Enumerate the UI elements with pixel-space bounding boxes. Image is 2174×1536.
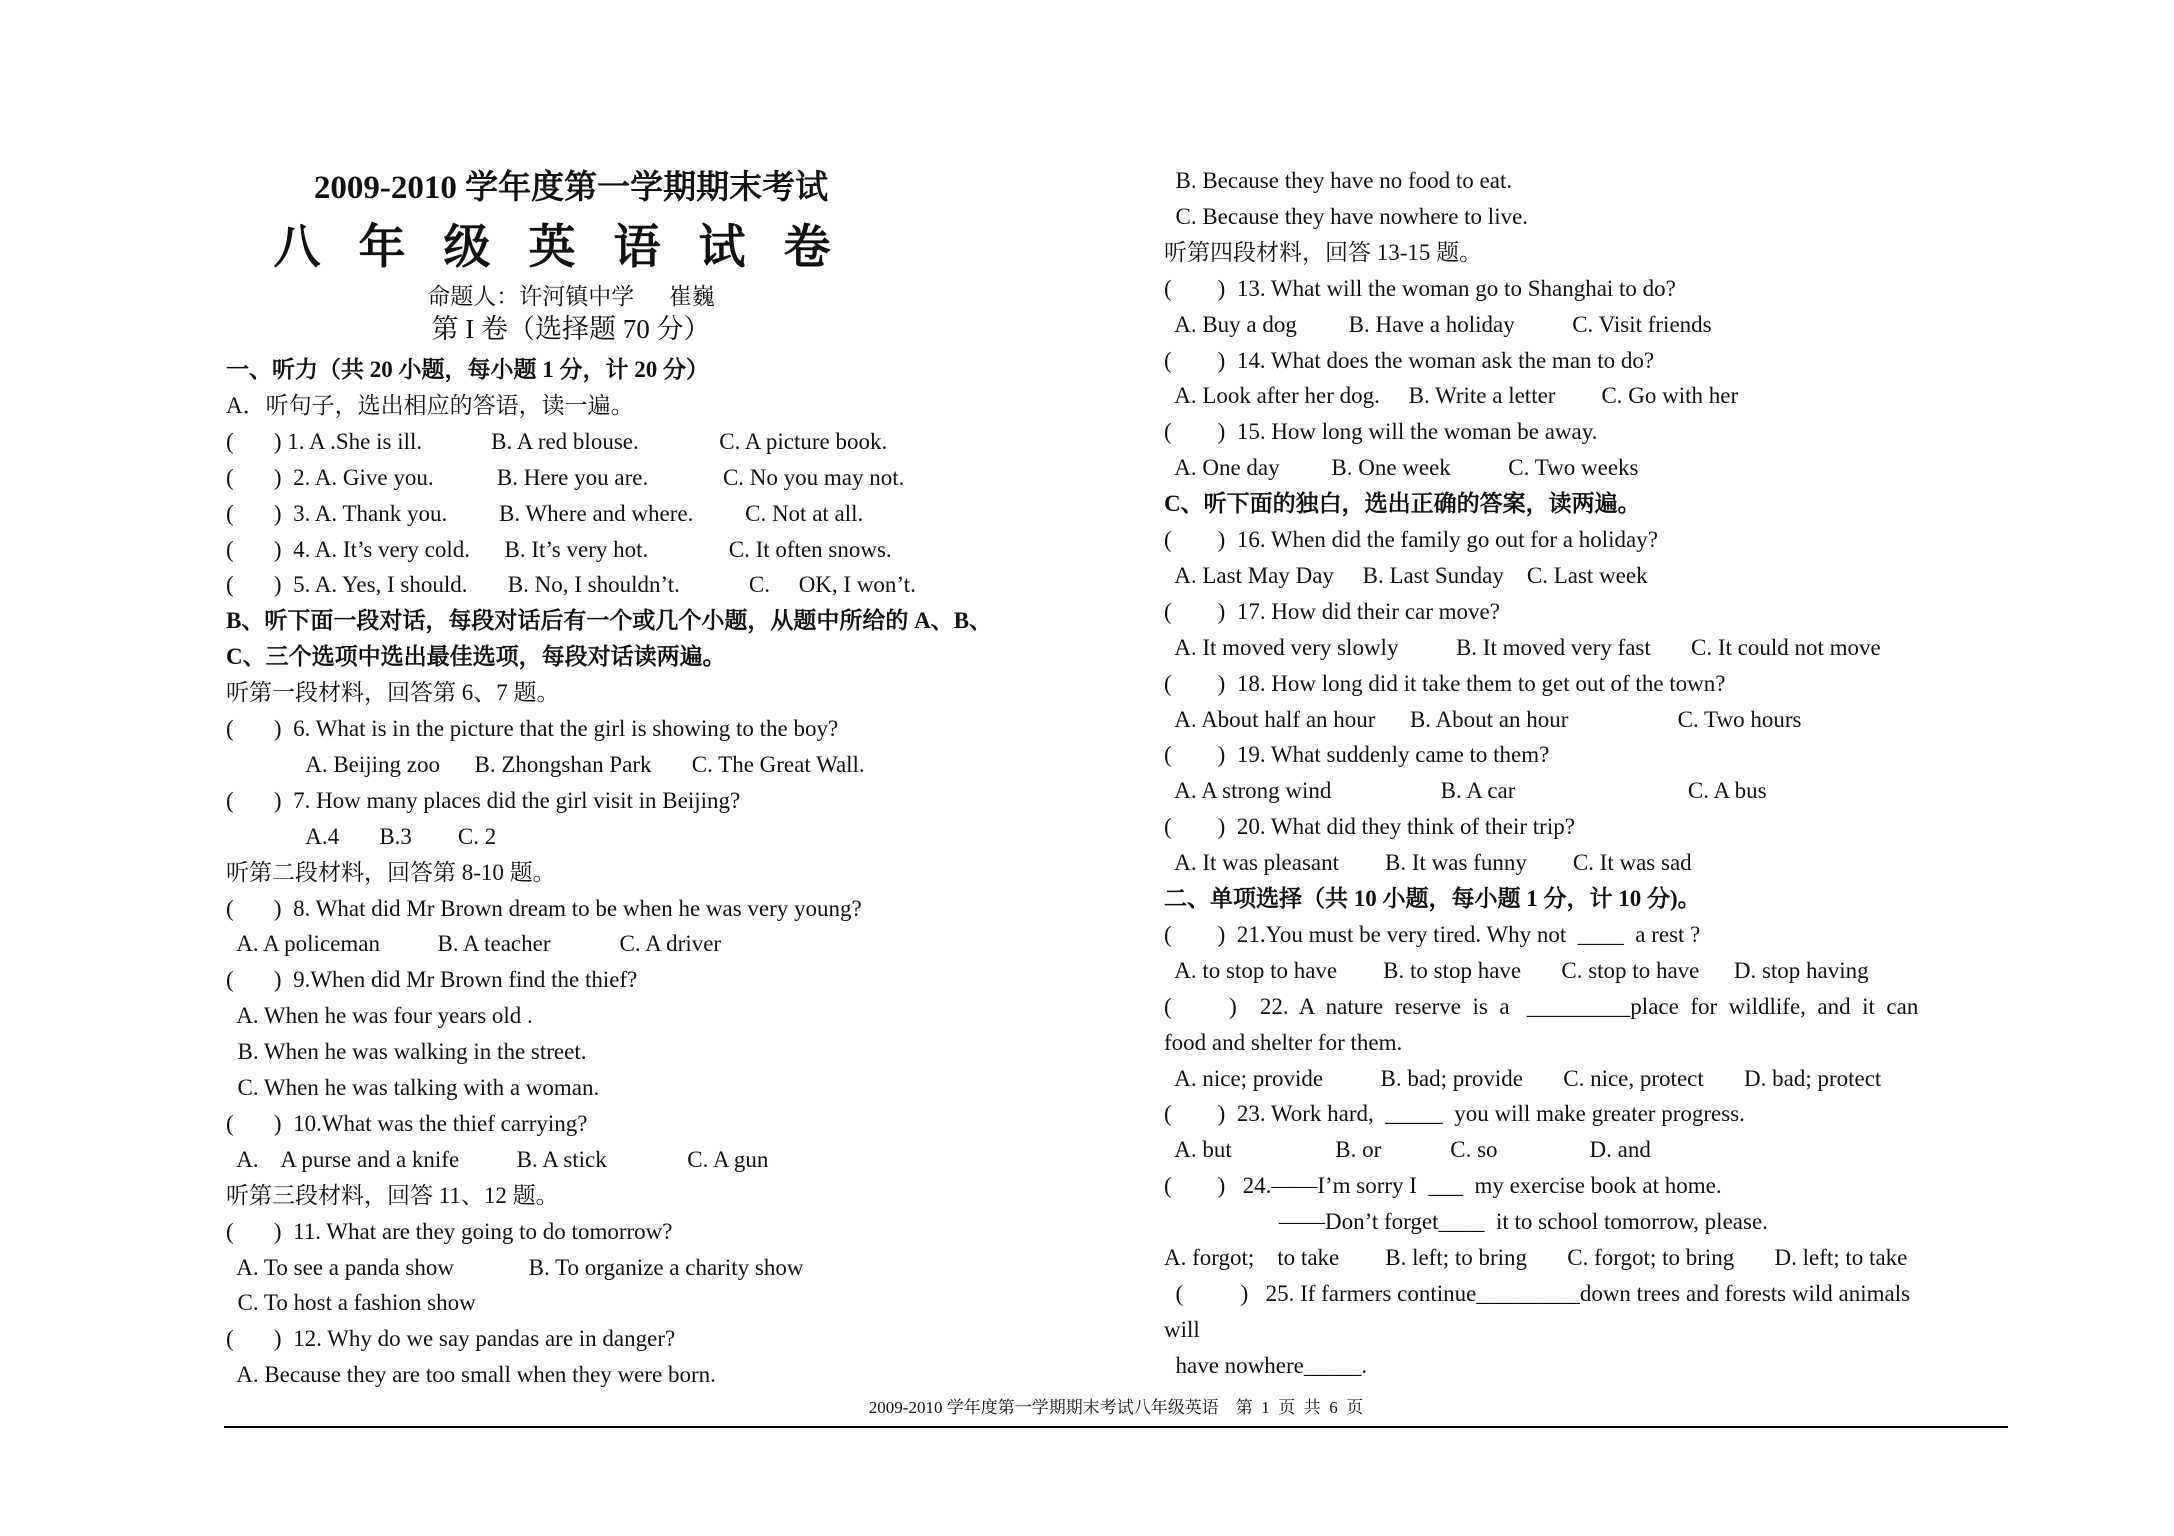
right-line-4: A. Buy a dog B. Have a holiday C. Visit friends bbox=[1164, 311, 1712, 337]
right-line-18: ( ) 20. What did they think of their trip? bbox=[1164, 814, 1575, 840]
right-line-13: A. It moved very slowly B. It moved very fast C. It could not move bbox=[1164, 634, 1881, 660]
right-line-31: ( ) 25. If farmers continue_________down trees and forests wild animals bbox=[1164, 1280, 1911, 1306]
right-line-19: A. It was pleasant B. It was funny C. It was sad bbox=[1164, 850, 1692, 876]
left-line-27: ( ) 12. Why do we say pandas are in danger? bbox=[226, 1326, 676, 1352]
left-line-20: C. When he was talking with a woman. bbox=[226, 1075, 600, 1100]
right-line-20: 二、单项选择（共 10 小题，每小题 1 分，计 10 分)。 bbox=[1164, 886, 1701, 911]
left-line-11: A. Beijing zoo B. Zhongshan Park C. The Great Wall. bbox=[226, 751, 865, 777]
left-line-2: ( ) 1. A .She is ill. B. A red blouse. C. A picture book. bbox=[226, 428, 888, 454]
right-line-6: A. Look after her dog. B. Write a letter C. Go with her bbox=[1164, 383, 1739, 409]
right-line-17: A. A strong wind B. A car C. A bus bbox=[1164, 778, 1767, 804]
right-line-24: food and shelter for them. bbox=[1164, 1029, 1403, 1055]
left-line-22: A. A purse and a knife B. A stick C. A gun bbox=[226, 1146, 769, 1172]
left-line-21: ( ) 10.What was the thief carrying? bbox=[226, 1110, 588, 1136]
right-line-30: A. forgot; to take B. left; to bring C. forgot; to bring D. left; to take bbox=[1164, 1245, 1908, 1270]
right-line-22: A. to stop to have B. to stop have C. stop to have D. stop having bbox=[1164, 957, 1869, 983]
left-line-12: ( ) 7. How many places did the girl visit in Beijing? bbox=[226, 787, 741, 813]
right-line-27: A. but B. or C. so D. and bbox=[1164, 1137, 1651, 1163]
left-line-5: ( ) 4. A. It’s very cold. B. It’s very hot. C. It often snows. bbox=[226, 536, 892, 562]
left-line-4: ( ) 3. A. Thank you. B. Where and where. C. Not at all. bbox=[226, 500, 864, 526]
left-line-14: 听第二段材料，回答第 8-10 题。 bbox=[226, 859, 556, 885]
left-line-7: B、听下面一段对话，每段对话后有一个或几个小题，从题中所给的 A、B、 bbox=[226, 608, 993, 634]
right-line-10: ( ) 16. When did the family go out for a holiday? bbox=[1164, 527, 1658, 552]
left-line-17: ( ) 9.When did Mr Brown find the thief? bbox=[226, 967, 638, 993]
right-line-28: ( ) 24.——I’m sorry I ___ my exercise book at home. bbox=[1164, 1173, 1722, 1199]
left-line-26: C. To host a fashion show bbox=[226, 1290, 476, 1316]
part-heading: 第 I 卷（选择题 70 分） bbox=[431, 314, 711, 344]
right-line-23: ( ) 22. A nature reserve is a _________place for wildlife, and it can bbox=[1164, 993, 1919, 1019]
left-line-28: A. Because they are too small when they were born. bbox=[226, 1362, 716, 1388]
left-line-6: ( ) 5. A. Yes, I should. B. No, I shouldn’t. C. OK, I won’t. bbox=[226, 572, 916, 598]
left-line-10: ( ) 6. What is in the picture that the girl is showing to the boy? bbox=[226, 716, 839, 741]
left-line-0: 一、听力（共 20 小题，每小题 1 分，计 20 分） bbox=[226, 357, 709, 382]
right-line-33: have nowhere_____. bbox=[1164, 1352, 1368, 1378]
right-line-3: ( ) 13. What will the woman go to Shanghai to do? bbox=[1164, 275, 1676, 301]
right-line-16: ( ) 19. What suddenly came to them? bbox=[1164, 742, 1550, 768]
right-line-25: A. nice; provide B. bad; provide C. nice, protect D. bad; protect bbox=[1164, 1065, 1882, 1091]
left-line-23: 听第三段材料，回答 11、12 题。 bbox=[226, 1182, 559, 1208]
right-line-32: will bbox=[1164, 1316, 1200, 1342]
left-line-3: ( ) 2. A. Give you. B. Here you are. C. No you may not. bbox=[226, 464, 905, 490]
right-line-14: ( ) 18. How long did it take them to get out of the town? bbox=[1164, 670, 1726, 696]
right-line-9: C、听下面的独白，选出正确的答案，读两遍。 bbox=[1164, 491, 1641, 517]
right-line-11: A. Last May Day B. Last Sunday C. Last week bbox=[1164, 562, 1648, 588]
right-line-29: ——Don’t forget____ it to school tomorrow, please. bbox=[1164, 1209, 1768, 1235]
right-line-7: ( ) 15. How long will the woman be away. bbox=[1164, 419, 1598, 445]
left-line-24: ( ) 11. What are they going to do tomorrow? bbox=[226, 1218, 673, 1244]
right-line-12: ( ) 17. How did their car move? bbox=[1164, 598, 1500, 624]
author-line: 命题人：许河镇中学 崔巍 bbox=[427, 284, 715, 309]
right-line-0: B. Because they have no food to eat. bbox=[1164, 168, 1513, 193]
paper-title: 八年级英语试卷 bbox=[273, 222, 869, 274]
page-footer: 2009-2010 学年度第一学期期末考试八年级英语 第 1 页 共 6 页 bbox=[868, 1398, 1364, 1417]
left-line-1: A．听句子，选出相应的答语，读一遍。 bbox=[226, 392, 634, 418]
exam-title: 2009-2010 学年度第一学期期末考试 bbox=[313, 170, 829, 206]
left-line-19: B. When he was walking in the street. bbox=[226, 1039, 587, 1065]
right-line-26: ( ) 23. Work hard, _____ you will make greater progress. bbox=[1164, 1101, 1745, 1127]
left-line-9: 听第一段材料，回答第 6、7 题。 bbox=[226, 680, 560, 706]
right-line-21: ( ) 21.You must be very tired. Why not ____ a rest ? bbox=[1164, 921, 1701, 947]
footer-rule bbox=[224, 1426, 2008, 1428]
left-line-13: A.4 B.3 C. 2 bbox=[226, 823, 497, 849]
left-line-8: C、三个选项中选出最佳选项，每段对话读两遍。 bbox=[226, 644, 726, 670]
right-line-1: C. Because they have nowhere to live. bbox=[1164, 203, 1529, 229]
left-line-15: ( ) 8. What did Mr Brown dream to be when he was very young? bbox=[226, 895, 862, 921]
left-line-25: A. To see a panda show B. To organize a charity show bbox=[226, 1254, 804, 1280]
right-line-2: 听第四段材料，回答 13-15 题。 bbox=[1164, 239, 1483, 265]
left-line-18: A. When he was four years old . bbox=[226, 1003, 533, 1029]
right-line-8: A. One day B. One week C. Two weeks bbox=[1164, 455, 1639, 481]
left-line-16: A. A policeman B. A teacher C. A driver bbox=[226, 931, 722, 957]
right-line-5: ( ) 14. What does the woman ask the man to do? bbox=[1164, 347, 1655, 373]
right-line-15: A. About half an hour B. About an hour C. Two hours bbox=[1164, 706, 1802, 732]
